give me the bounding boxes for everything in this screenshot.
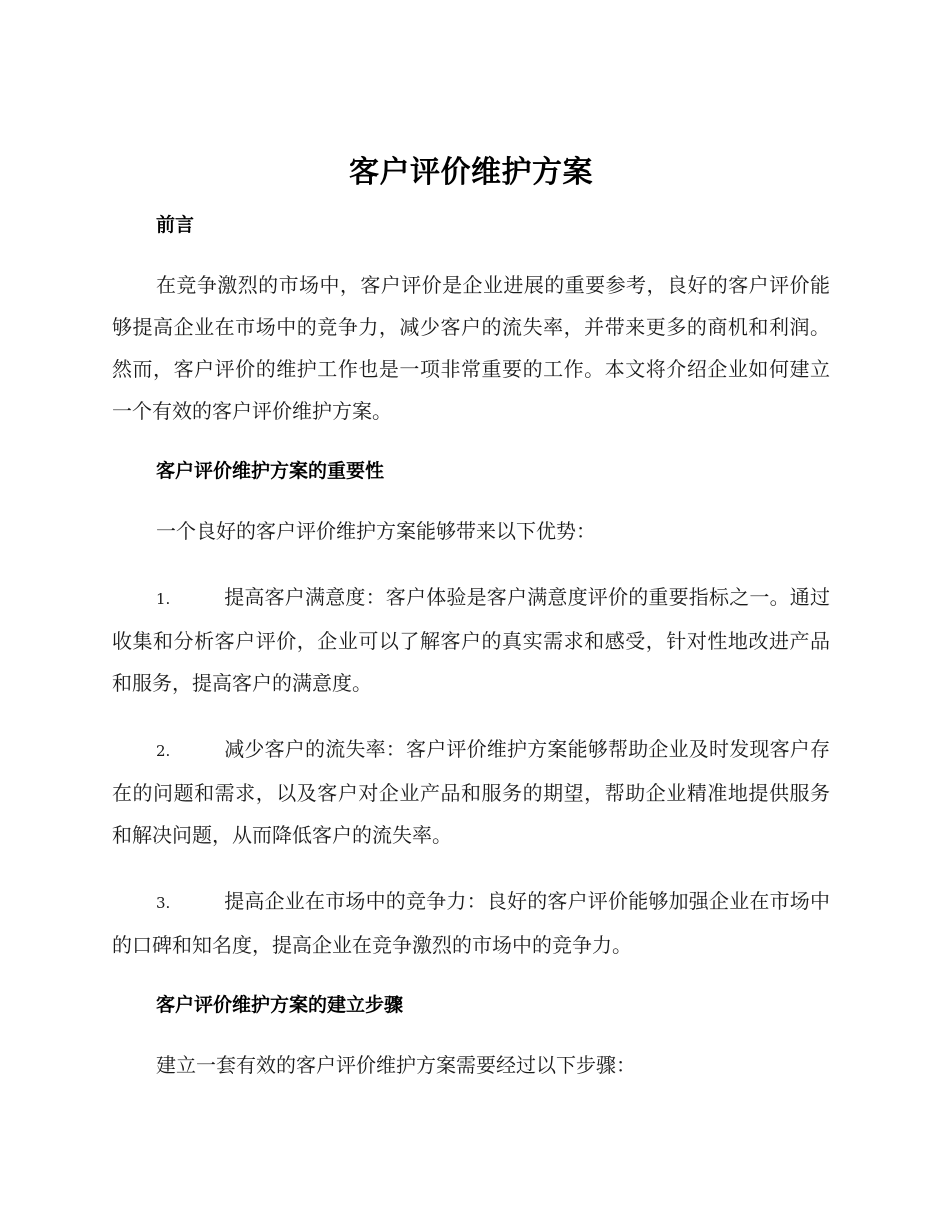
list-item-text: 减少客户的流失率：客户评价维护方案能够帮助企业及时发现客户存在的问题和需求，以及客户对企业产品和服务的期望，帮助企业精准地提供服务和解决问题，从而降低客户的流失率。 xyxy=(112,737,830,847)
list-number: 3. xyxy=(156,894,171,912)
preface-paragraph: 在竞争激烈的市场中，客户评价是企业进展的重要参考，良好的客户评价能够提高企业在市场中的竞争力，减少客户的流失率，并带来更多的商机和利润。然而，客户评价的维护工作也是一项非常重要的工作。本文将介绍企业如何建立一个有效的客户评价维护方案。 xyxy=(112,273,830,423)
section-heading-preface: 前言 xyxy=(156,214,195,236)
list-item xyxy=(112,576,830,704)
document-body xyxy=(112,150,830,1110)
list-item-text: 提高企业在市场中的竞争力：良好的客户评价能够加强企业在市场中的口碑和知名度，提高企业在竞争激烈的市场中的竞争力。 xyxy=(112,889,830,957)
list-item xyxy=(112,880,830,966)
importance-intro: 一个良好的客户评价维护方案能够带来以下优势： xyxy=(156,519,596,543)
section-heading-importance: 客户评价维护方案的重要性 xyxy=(156,460,385,482)
steps-intro: 建立一套有效的客户评价维护方案需要经过以下步骤： xyxy=(156,1053,636,1077)
list-item-text: 提高客户满意度：客户体验是客户满意度评价的重要指标之一。通过收集和分析客户评价，企业可以了解客户的真实需求和感受，针对性地改进产品和服务，提高客户的满意度。 xyxy=(112,585,830,695)
list-number: 1. xyxy=(156,590,171,608)
list-item xyxy=(112,728,830,856)
section-heading-steps: 客户评价维护方案的建立步骤 xyxy=(156,994,404,1016)
list-number: 2. xyxy=(156,742,171,760)
document-title: 客户评价维护方案 xyxy=(349,155,593,190)
